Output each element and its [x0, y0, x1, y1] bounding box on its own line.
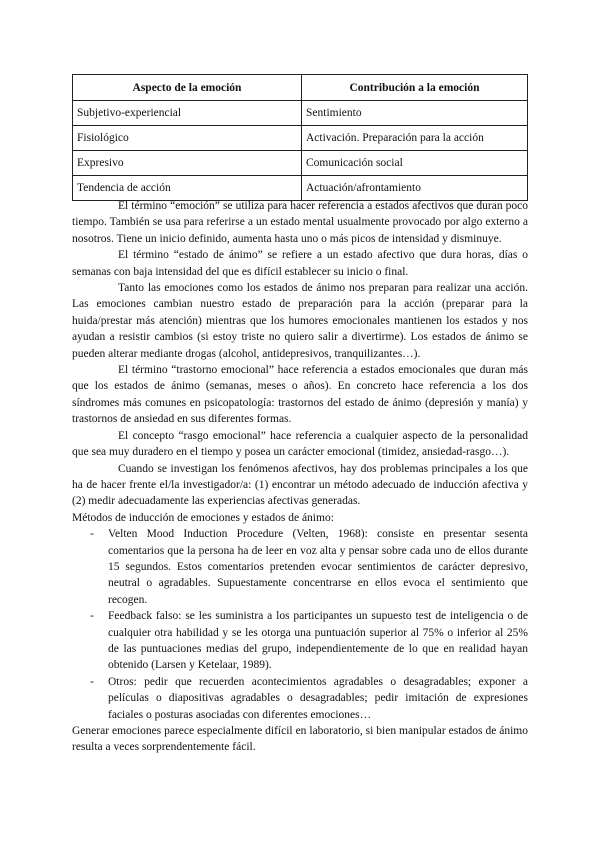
- table-header-contribution: Contribución a la emoción: [302, 75, 528, 101]
- list-dash: -: [90, 528, 94, 541]
- table-cell: Expresivo: [73, 151, 302, 176]
- table-cell: Actuación/afrontamiento: [302, 176, 528, 201]
- emotion-aspects-table: [72, 74, 528, 201]
- table-cell: Activación. Preparación para la acción: [302, 126, 528, 151]
- list-item: [72, 674, 528, 723]
- table-row: [73, 101, 528, 126]
- body-text: [72, 198, 528, 756]
- table-cell: Fisiológico: [73, 126, 302, 151]
- list-item: [72, 526, 528, 608]
- paragraph-emocion: El término “emoción” se utiliza para hacer referencia a estados afectivos que duran poco tiempo. También se usa para referirse a un estado mental usualmente provocado por algo externo a nosotros. Tiene un inicio definido, aumenta hasta uno o más picos de intensidad y disminuye.: [72, 200, 528, 245]
- list-dash: -: [90, 610, 94, 623]
- table-cell: Subjetivo-experiencial: [73, 101, 302, 126]
- closing-paragraph: Generar emociones parece especialmente difícil en laboratorio, si bien manipular estados de ánimo resulta a veces sorprendentemente fácil.: [72, 725, 528, 754]
- methods-list: [72, 526, 528, 723]
- table-row: [73, 126, 528, 151]
- paragraph-rasgo-emocional: El concepto “rasgo emocional” hace referencia a cualquier aspecto de la personalidad que sea muy duradero en el tiempo y posea un carácter emocional (timidez, ansiedad-rasgo…).: [72, 429, 528, 459]
- table-cell: Sentimiento: [302, 101, 528, 126]
- methods-heading: Métodos de inducción de emociones y estados de ánimo:: [72, 511, 334, 524]
- table-header-row: [73, 75, 528, 101]
- table-row: [73, 151, 528, 176]
- paragraph-estado-animo: El término “estado de ánimo” se refiere a un estado afectivo que dura horas, días o semanas con baja intensidad del que es difícil establecer su inicio o final.: [72, 249, 528, 278]
- list-item: [72, 608, 528, 674]
- table-header-aspect: Aspecto de la emoción: [73, 75, 302, 101]
- paragraph-trastorno-emocional: El término “trastorno emocional” hace referencia a estados emocionales que duran más que los estados de ánimo (semanas, meses o años). En concreto hace referencia a los dos síndromes más comunes en psicopatología: trastornos del estado de ánimo (depresión y manía) y trastornos de ansiedad en sus diferentes formas.: [72, 364, 528, 426]
- paragraph-preparacion-accion: Tanto las emociones como los estados de ánimo nos preparan para realizar una acción. Las emociones cambian nuestro estado de preparación para la acción (preparar para la huida/prestar más atención) mientras que los humores emocionales mantienen los estados y nos ayudan a resistir cambios (si estoy triste no quiero salir a divertirme). Los estados de ánimo se pueden alterar mediante drogas (alcohol, antidepresivos, tranquilizantes…).: [72, 282, 528, 360]
- table-cell: Tendencia de acción: [73, 176, 302, 201]
- table-row: [73, 176, 528, 201]
- paragraph-investigacion: Cuando se investigan los fenómenos afectivos, hay dos problemas principales a los que ha de hacer frente el/la investigador/a: (1) encontrar un método adecuado de inducción afectiva y (2) medir adecuadamente las experiencias afectivas generadas.: [72, 462, 528, 508]
- list-item-text: Feedback falso: se les suministra a los participantes un supuesto test de inteligencia o de cualquier otra habilidad y se les otorga una puntuación superior al 75% o inferior al 25% de las puntuaciones medias del grupo, independientemente de lo que en realidad hayan obtenido (Larsen y Ketelaar, 1989).: [108, 610, 528, 672]
- list-item-text: Velten Mood Induction Procedure (Velten, 1968): consiste en presentar sesenta comentarios que la persona ha de leer en voz alta y pensar sobre cada uno de ellos durante 15 segundos. Estos comentarios pretenden evocar sentimientos de carácter depresivo, neutral o agradables. Supuestamente concentrarse en ellos evoca el sentimiento que recogen.: [108, 528, 528, 606]
- list-item-text: Otros: pedir que recuerden acontecimientos agradables o desagradables; exponer a películas o diapositivas agradables o desagradables; pedir imitación de expresiones faciales o posturas asociadas con diferentes emociones…: [108, 675, 528, 721]
- list-dash: -: [90, 675, 94, 688]
- table-cell: Comunicación social: [302, 151, 528, 176]
